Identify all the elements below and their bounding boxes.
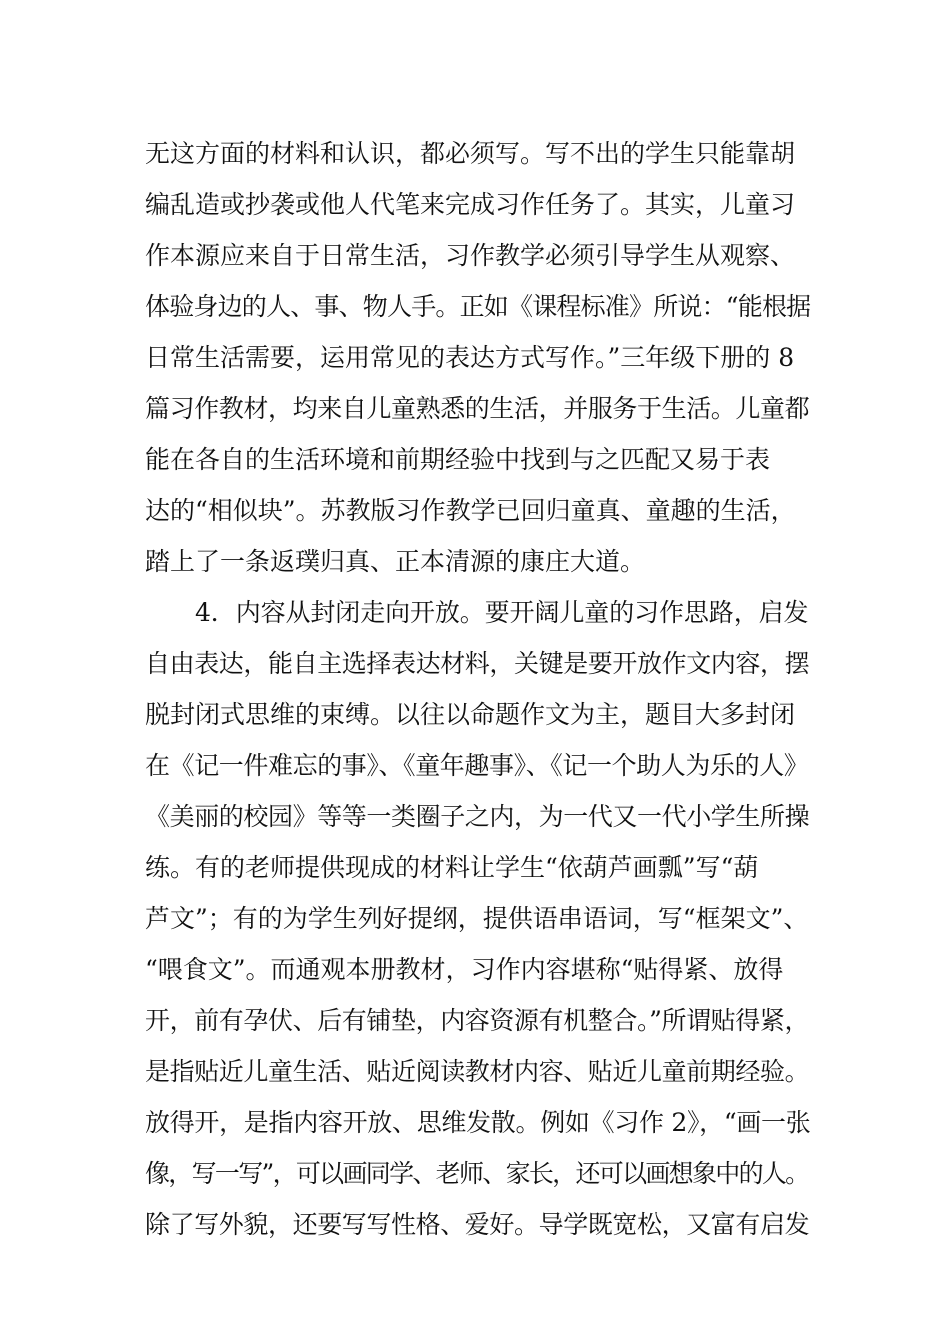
- text-line: 除了写外貌，还要写写性格、爱好。导学既宽松，又富有启发: [145, 1210, 810, 1239]
- text-line: 篇习作教材，均来自儿童熟悉的生活，并服务于生活。儿童都: [145, 394, 810, 423]
- text-line: 放得开，是指内容开放、思维发散。例如《习作 2》，“画一张: [145, 1108, 811, 1137]
- text-line: 踏上了一条返璞归真、正本清源的康庄大道。: [145, 547, 646, 576]
- text-line: 达的“相似块”。苏教版习作教学已回归童真、童趣的生活，: [145, 496, 796, 525]
- text-line: 体验身边的人、事、物人手。正如《课程标准》所说：“能根据: [145, 292, 811, 321]
- text-line: “喂食文”。而通观本册教材，习作内容堪称“贴得紧、放得: [145, 955, 784, 984]
- text-line: 是指贴近儿童生活、贴近阅读教材内容、贴近儿童前期经验。: [145, 1057, 810, 1086]
- text-line: 芦文”；有的为学生列好提纲，提供语串语词，写“框架文”、: [145, 904, 809, 933]
- text-line: 《美丽的校园》等等一类圈子之内，为一代又一代小学生所操: [145, 802, 810, 831]
- text-line: 脱封闭式思维的束缚。以往以命题作文为主，题目大多封闭: [145, 700, 796, 729]
- text-line: 练。有的老师提供现成的材料让学生“依葫芦画瓢”写“葫: [145, 853, 759, 882]
- text-line: 开，前有孕伏、后有铺垫，内容资源有机整合。”所谓贴得紧，: [145, 1006, 810, 1035]
- paragraph-start-line: 4．内容从封闭走向开放。要开阔儿童的习作思路，启发: [195, 598, 809, 627]
- text-line: 像，写一写”，可以画同学、老师、家长，还可以画想象中的人。: [145, 1159, 809, 1188]
- text-line: 作本源应来自于日常生活，习作教学必须引导学生从观察、: [145, 241, 796, 270]
- text-line: 在《记一件难忘的事》、《童年趣事》、《记一个助人为乐的人》: [145, 751, 809, 780]
- text-line: 自由表达，能自主选择表达材料，关键是要开放作文内容，摆: [145, 649, 810, 678]
- text-line: 日常生活需要，运用常见的表达方式写作。”三年级下册的 8: [145, 343, 795, 372]
- text-line: 能在各自的生活环境和前期经验中找到与之匹配又易于表: [145, 445, 771, 474]
- text-line: 无这方面的材料和认识，都必须写。写不出的学生只能靠胡: [145, 139, 796, 168]
- text-line: 编乱造或抄袭或他人代笔来完成习作任务了。其实，儿童习: [145, 190, 796, 219]
- body-text: [145, 128, 810, 1250]
